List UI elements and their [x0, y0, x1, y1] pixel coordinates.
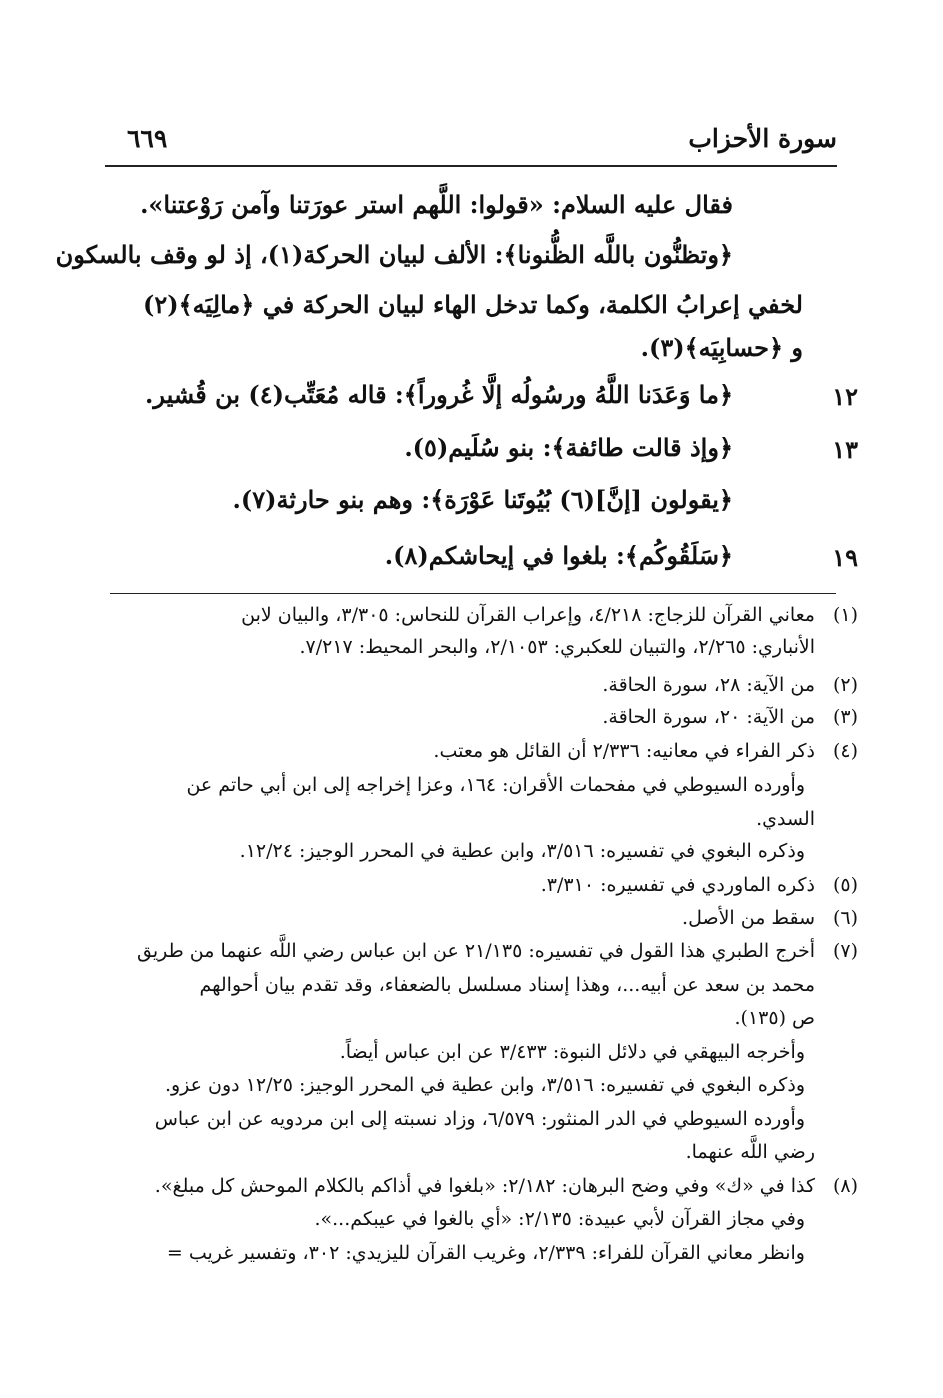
footnote-line: وانظر معاني القرآن للفراء: ٢/٣٣٩، وغريب القرآن لليزيدي: ٣٠٢، وتفسير غريب =	[166, 1242, 805, 1264]
footnote-line: ص (١٣٥).	[734, 1007, 815, 1029]
footnote-line: وذكره البغوي في تفسيره: ٣/٥١٦، وابن عطية في المحرر الوجيز: ١٢/٢٥ دون عزو.	[164, 1074, 805, 1096]
verse-number: ١٣	[832, 435, 858, 464]
body-line: ﴿ما وَعَدَنا اللَّهُ ورسُولُه إلَّا غُروراً﴾: قاله مُعَتِّب(٤) بن قُشير.	[145, 380, 733, 409]
footnote-line: السدي.	[756, 808, 815, 830]
body-line: ﴿وتظنُّون باللَّه الظُّنونا﴾: الألف لبيان الحركة(١)، إذ لو وقف بالسكون	[55, 240, 733, 269]
body-line: ﴿وإذ قالت طائفة﴾: بنو سُلَيم(٥).	[404, 433, 733, 462]
footnote-number: (٤)	[832, 740, 858, 762]
footnote-number: (٦)	[832, 907, 858, 929]
footnote-number: (٢)	[832, 674, 858, 696]
footnote-line: الأنباري: ٢/٢٦٥، والتبيان للعكبري: ٢/١٠٥٣، والبحر المحيط: ٧/٢١٧.	[299, 636, 815, 658]
footnote-line: وأخرجه البيهقي في دلائل النبوة: ٣/٤٣٣ عن ابن عباس أيضاً.	[339, 1041, 805, 1063]
body-line: ﴿يقولون [إنَّ](٦) بُيُوتَنا عَوْرَة﴾: وهم بنو حارثة(٧).	[232, 485, 733, 514]
footnote-line: ذكر الفراء في معانيه: ٢/٣٣٦ أن القائل هو معتب.	[433, 740, 815, 762]
footnote-line: وأورده السيوطي في مفحمات الأقران: ١٦٤، وعزا إخراجه إلى ابن أبي حاتم عن	[186, 774, 805, 796]
footnote-number: (٨)	[832, 1175, 858, 1197]
footnote-line: وأورده السيوطي في الدر المنثور: ٦/٥٧٩، وزاد نسبته إلى ابن مردويه عن ابن عباس	[154, 1108, 805, 1130]
footnote-line: ذكره الماوردي في تفسيره: ٣/٣١٠.	[540, 874, 815, 896]
body-line: و ﴿حسابِيَه﴾(٣).	[640, 333, 803, 362]
footnote-line: كذا في «ك» وفي وضح البرهان: ٢/١٨٢: «بلغوا في أذاكم بالكلام الموحش كل مبلغ».	[154, 1175, 815, 1197]
footnote-number: (٧)	[832, 940, 858, 962]
footnote-line: من الآية: ٢٨، سورة الحاقة.	[602, 674, 815, 696]
footnote-line: سقط من الأصل.	[682, 907, 815, 929]
footnote-number: (٣)	[832, 706, 858, 728]
page-header	[105, 124, 837, 164]
page-number: ٦٦٩	[127, 124, 168, 153]
footnote-line: أخرج الطبري هذا القول في تفسيره: ٢١/١٣٥ عن ابن عباس رضي اللَّه عنهما من طريق	[137, 940, 815, 962]
footnote-number: (١)	[832, 604, 858, 626]
footnote-line: محمد بن سعد عن أبيه...، وهذا إسناد مسلسل بالضعفاء، وقد تقدم بيان أحوالهم	[199, 974, 815, 996]
body-line: ﴿سَلَقُوكُم﴾: بلغوا في إيحاشكم(٨).	[384, 541, 733, 570]
footnote-line: من الآية: ٢٠، سورة الحاقة.	[602, 706, 815, 728]
footnote-line: وفي مجاز القرآن لأبي عبيدة: ٢/١٣٥: «أي بالغوا في عيبكم...».	[314, 1208, 805, 1230]
verse-number: ١٩	[832, 543, 858, 572]
footnote-number: (٥)	[832, 874, 858, 896]
header-rule	[105, 165, 837, 167]
footnote-separator	[110, 593, 836, 594]
body-line: لخفي إعرابُ الكلمة، وكما تدخل الهاء لبيان الحركة في ﴿مالِيَه﴾(٢)	[143, 290, 803, 319]
surah-title: سورة الأحزاب	[688, 124, 837, 153]
footnote-line: معاني القرآن للزجاج: ٤/٢١٨، وإعراب القرآن للنحاس: ٣/٣٠٥، والبيان لابن	[241, 604, 815, 626]
verse-number: ١٢	[832, 382, 858, 411]
body-line: فقال عليه السلام: «قولوا: اللَّهم استر عورَتنا وآمن رَوْعتنا».	[140, 190, 733, 219]
footnote-line: رضي اللَّه عنهما.	[685, 1141, 815, 1163]
footnote-line: وذكره البغوي في تفسيره: ٣/٥١٦، وابن عطية في المحرر الوجيز: ١٢/٢٤.	[239, 840, 805, 862]
